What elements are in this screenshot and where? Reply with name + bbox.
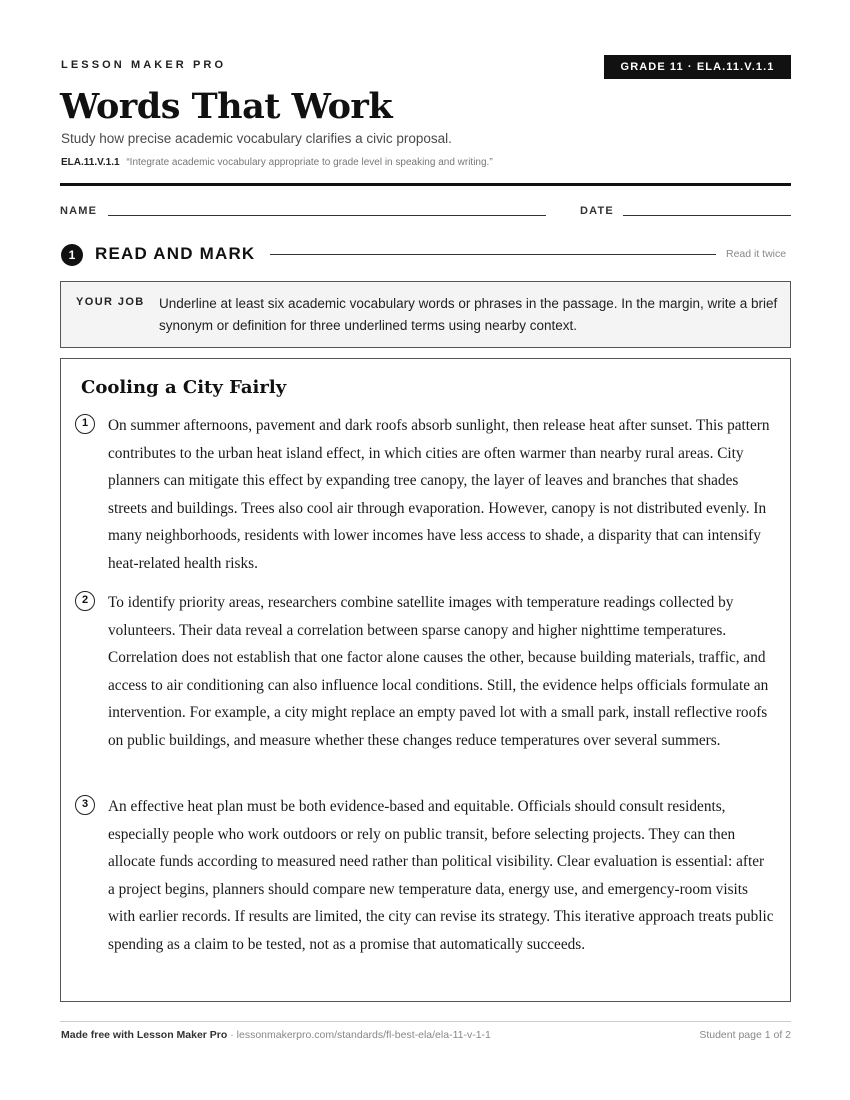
page-subtitle: Study how precise academic vocabulary clarifies a civic proposal. (61, 131, 452, 146)
footer-divider (60, 1021, 791, 1022)
footer-credit (61, 1029, 491, 1041)
footer-made-with: Made free with Lesson Maker Pro (61, 1029, 228, 1041)
paragraph-number-badge: 1 (75, 414, 95, 434)
brand-name: LESSON MAKER PRO (61, 59, 227, 71)
standard-code: ELA.11.V.1.1 (61, 157, 120, 168)
date-field[interactable] (623, 215, 791, 216)
standard-line (61, 157, 493, 168)
footer-url[interactable]: · lessonmakerpro.com/standards/fl-best-ela/ela-11-v-1-1 (227, 1029, 491, 1041)
instructions-box (60, 281, 791, 348)
section-note: Read it twice (726, 248, 787, 260)
section-number-badge: 1 (61, 244, 83, 266)
paragraph-number-badge: 2 (75, 591, 95, 611)
grade-standard-badge: GRADE 11 · ELA.11.V.1.1 (604, 55, 791, 79)
header-divider (60, 183, 791, 186)
page-title: Words That Work (60, 86, 393, 127)
instructions-label: YOUR JOB (76, 296, 145, 308)
section-divider (270, 254, 716, 255)
passage-paragraph: To identify priority areas, researchers combine satellite images with temperature readings collected by volunteers. Their data reveal a correlation between sparse canopy and higher nighttime temperatures. Correlation does not establish that one factor alone causes the other, because building materials, traffic, and access to air conditioning can also influence local conditions. Still, the evidence helps officials formulate an intervention. For example, a city might replace an empty paved lot with a small park, install reflective roofs on public buildings, and measure whether these changes reduce temperatures over several summers. (108, 594, 769, 749)
standard-text: “Integrate academic vocabulary appropriate to grade level in speaking and writing.” (126, 157, 493, 168)
name-field[interactable] (108, 215, 546, 216)
section-title: READ AND MARK (95, 244, 256, 263)
passage-paragraph: An effective heat plan must be both evidence-based and equitable. Officials should consult residents, especially people who work outdoors or rely on public transit, before selecting projects. They can then allocate funds according to measured need rather than political visibility. Clear evaluation is essential: after a project begins, planners should compare new temperature data, energy use, and emergency-room visits with earlier records. If results are limited, the city can revise its strategy. This iterative approach treats public spending as a claim to be tested, not as a promise that automatically succeeds. (108, 798, 774, 953)
name-label: NAME (60, 205, 98, 217)
passage-paragraph: On summer afternoons, pavement and dark roofs absorb sunlight, then release heat after sunset. This pattern contributes to the urban heat island effect, in which cities are often warmer than nearby rural areas. City planners can mitigate this effect by expanding tree canopy, the layer of leaves and branches that shades streets and buildings. Trees also cool air through evaporation. However, canopy is not distributed evenly. In many neighborhoods, residents with lower incomes have less access to shade, a disparity that can intensify heat-related health risks. (108, 417, 770, 572)
date-label: DATE (580, 205, 614, 217)
instructions-text: Underline at least six academic vocabulary words or phrases in the passage. In the margin, write a brief synonym or definition for three underlined terms using nearby context. (159, 296, 778, 333)
passage-box (60, 358, 791, 1002)
passage-title: Cooling a City Fairly (81, 377, 287, 398)
paragraph-number-badge: 3 (75, 795, 95, 815)
page-number: Student page 1 of 2 (699, 1029, 791, 1041)
